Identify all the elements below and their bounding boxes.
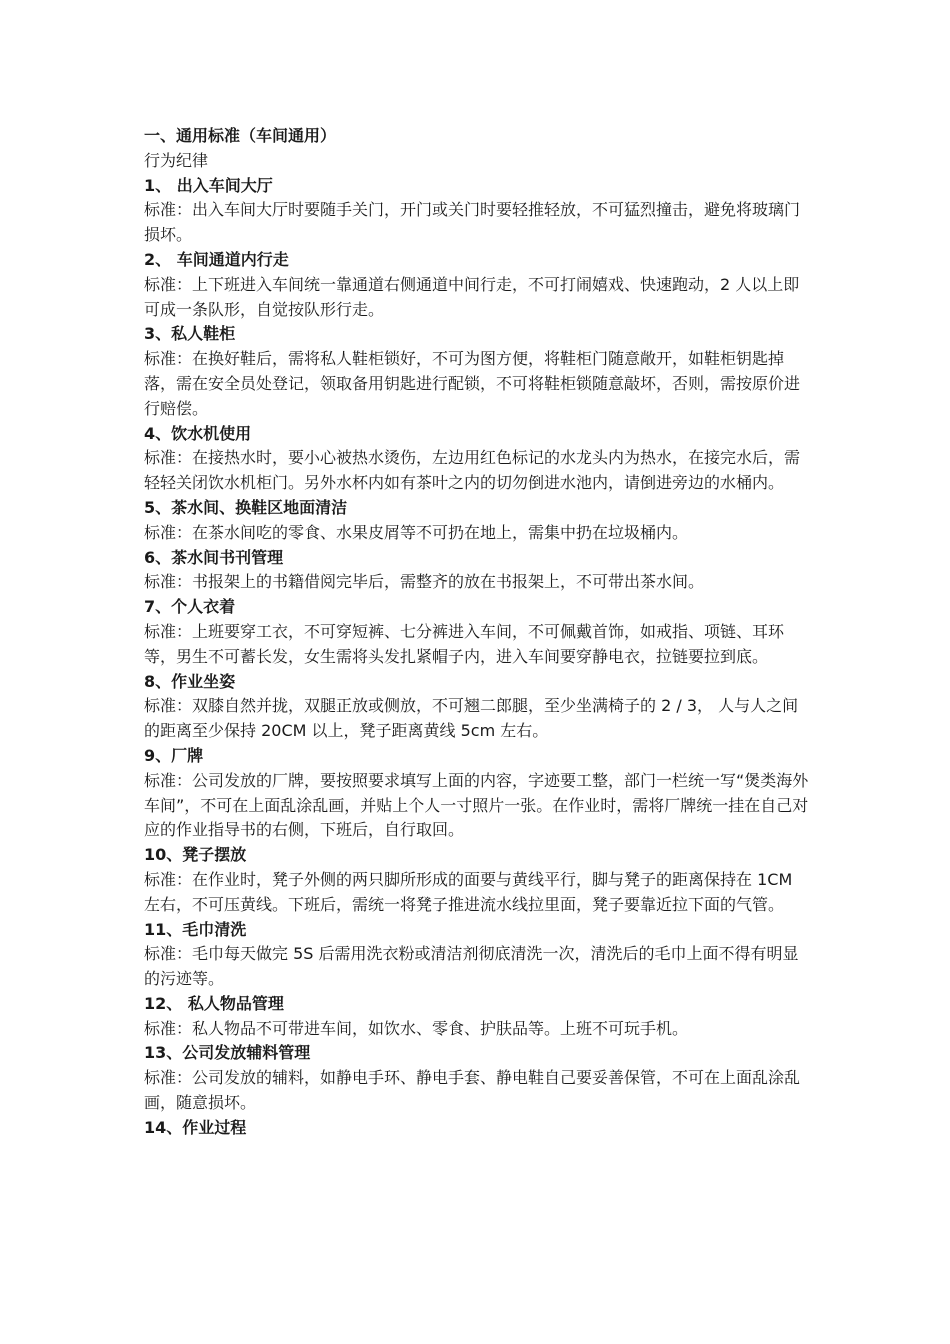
standards-list <box>144 174 812 1141</box>
standard-item <box>144 843 812 917</box>
standard-item <box>144 1116 812 1141</box>
standard-item-text: 标准：在作业时，凳子外侧的两只脚所形成的面要与黄线平行，脚与凳子的距离保持在 1CM 左右，不可压黄线。下班后，需统一将凳子推进流水线拉里面，凳子要靠近拉下面的气管。 <box>144 869 793 914</box>
standard-item <box>144 744 812 843</box>
standard-item-text: 标准：在茶水间吃的零食、水果皮屑等不可扔在地上，需集中扔在垃圾桶内。 <box>144 522 689 542</box>
standard-item-text: 标准：私人物品不可带进车间，如饮水、零食、护肤品等。上班不可玩手机。 <box>144 1018 689 1038</box>
standard-item-title: 14、作业过程 <box>144 1117 247 1137</box>
standard-item <box>144 174 812 248</box>
standard-item-title: 5、茶水间、换鞋区地面清洁 <box>144 497 348 517</box>
standard-item-title: 1、 出入车间大厅 <box>144 175 273 195</box>
standard-item-title: 10、凳子摆放 <box>144 845 247 865</box>
standard-item-text: 标准：在换好鞋后，需将私人鞋柜锁好，不可为图方便，将鞋柜门随意敞开，如鞋柜钥匙掉落，需在安全员处登记，领取备用钥匙进行配锁，不可将鞋柜锁随意敲坏，否则，需按原价进行赔偿。 <box>144 349 801 418</box>
standard-item-text: 标准：在接热水时，要小心被热水烫伤，左边用红色标记的水龙头内为热水，在接完水后，需轻轻关闭饮水机柜门。另外水杯内如有茶叶之内的切勿倒进水池内，请倒进旁边的水桶内。 <box>144 448 801 493</box>
standard-item <box>144 1041 812 1115</box>
standard-item-text: 标准：公司发放的厂牌，要按照要求填写上面的内容，字迹要工整，部门一栏统一写“煲类海外车间”，不可在上面乱涂乱画，并贴上个人一寸照片一张。在作业时，需将厂牌统一挂在自己对应的作业指导书的右侧，下班后，自行取回。 <box>144 770 809 840</box>
standard-item-title: 7、个人衣着 <box>144 597 236 617</box>
standard-item-title: 4、饮水机使用 <box>144 423 252 443</box>
standard-item-title: 11、毛巾清洗 <box>144 919 247 939</box>
subheading: 行为纪律 <box>144 150 209 170</box>
standard-item-title: 12、 私人物品管理 <box>144 993 284 1013</box>
standard-item <box>144 918 812 992</box>
standard-item-text: 标准：上下班进入车间统一靠通道右侧通道中间行走，不可打闹嬉戏、快速跑动，2 人以上即可成一条队形，自觉按队形行走。 <box>144 274 800 319</box>
standard-item-text: 标准：毛巾每天做完 5S 后需用洗衣粉或清洁剂彻底清洗一次，清洗后的毛巾上面不得有明显的污迹等。 <box>144 944 799 989</box>
standard-item-text: 标准：上班要穿工衣，不可穿短裤、七分裤进入车间，不可佩戴首饰，如戒指、项链、耳环等，男生不可蓄长发，女生需将头发扎紧帽子内，进入车间要穿静电衣，拉链要拉到底。 <box>144 621 785 666</box>
standard-item-title: 13、公司发放辅料管理 <box>144 1043 311 1063</box>
section-heading: 一、通用标准（车间通用） <box>144 126 337 145</box>
standard-item <box>144 992 812 1042</box>
standard-item <box>144 595 812 669</box>
standard-item <box>144 496 812 546</box>
standard-item-title: 9、厂牌 <box>144 745 204 765</box>
standard-item-title: 3、私人鞋柜 <box>144 324 236 344</box>
standard-item <box>144 670 812 744</box>
standard-item-text: 标准：双膝自然并拢，双腿正放或侧放，不可翘二郎腿，至少坐满椅子的 2 / 3， 人与人之间的距离至少保持 20CM 以上，凳子距离黄线 5cm 左右。 <box>144 696 799 741</box>
document-page <box>144 124 812 1141</box>
standard-item <box>144 546 812 596</box>
standard-item-text: 标准：书报架上的书籍借阅完毕后，需整齐的放在书报架上，不可带出茶水间。 <box>144 572 705 592</box>
standard-item-text: 标准：公司发放的辅料，如静电手环、静电手套、静电鞋自己要妥善保管，不可在上面乱涂乱画，随意损坏。 <box>144 1068 801 1113</box>
standard-item-title: 6、茶水间书刊管理 <box>144 547 284 567</box>
standard-item-title: 8、作业坐姿 <box>144 671 236 691</box>
standard-item <box>144 322 812 421</box>
standard-item-title: 2、 车间通道内行走 <box>144 249 289 269</box>
standard-item <box>144 422 812 496</box>
standard-item <box>144 248 812 322</box>
standard-item-text: 标准：出入车间大厅时要随手关门，开门或关门时要轻推轻放，不可猛烈撞击，避免将玻璃门损坏。 <box>144 200 801 245</box>
